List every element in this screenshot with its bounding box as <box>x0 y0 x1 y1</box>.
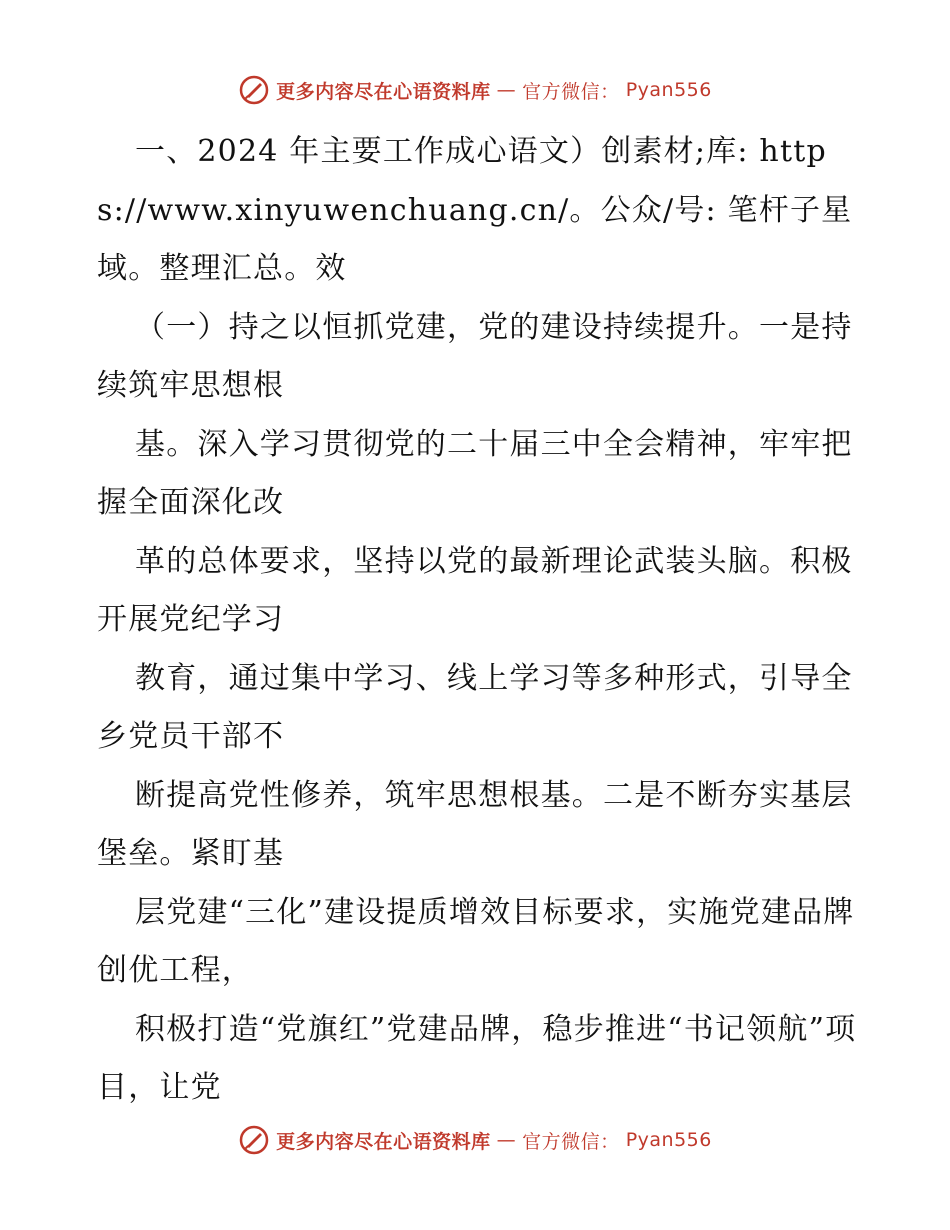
banner-dash: — <box>496 1129 517 1151</box>
banner-wechat-label: 官方微信： <box>522 1130 620 1153</box>
footer-banner <box>0 1120 950 1160</box>
banner-wechat-label: 官方微信： <box>522 80 620 103</box>
paragraph-5: 教育，通过集中学习、线上学习等多种形式，引导全乡党员干部不 <box>97 660 853 754</box>
quill-logo-icon <box>238 1124 270 1156</box>
document-body <box>97 123 857 1118</box>
paragraph-7: 层党建“三化”建设提质增效目标要求，实施党建品牌创优工程， <box>97 894 855 988</box>
banner-title: 更多内容尽在心语资料库 <box>276 1130 491 1153</box>
quill-logo-icon <box>238 74 270 106</box>
banner-title: 更多内容尽在心语资料库 <box>276 80 491 103</box>
banner-dash: — <box>496 79 517 101</box>
banner-wechat-id: Pyan556 <box>625 79 712 101</box>
header-banner <box>0 70 950 110</box>
paragraph-8: 积极打造“党旗红”党建品牌，稳步推进“书记领航”项目，让党 <box>97 1011 857 1105</box>
paragraph-6: 断提高党性修养，筑牢思想根基。二是不断夯实基层堡垒。紧盯基 <box>97 777 853 871</box>
paragraph-3: 基。深入学习贯彻党的二十届三中全会精神，牢牢把握全面深化改 <box>97 426 853 520</box>
paragraph-1: 一、2024 年主要工作成心语文）创素材;库: https://www.xinyuwenchuang.cn/。公众/号: 笔杆子星域。整理汇总。效 <box>97 134 853 286</box>
paragraph-4: 革的总体要求，坚持以党的最新理论武装头脑。积极开展党纪学习 <box>97 543 853 637</box>
banner-wechat-id: Pyan556 <box>625 1129 712 1151</box>
paragraph-2: （一）持之以恒抓党建，党的建设持续提升。一是持续筑牢思想根 <box>97 309 853 403</box>
